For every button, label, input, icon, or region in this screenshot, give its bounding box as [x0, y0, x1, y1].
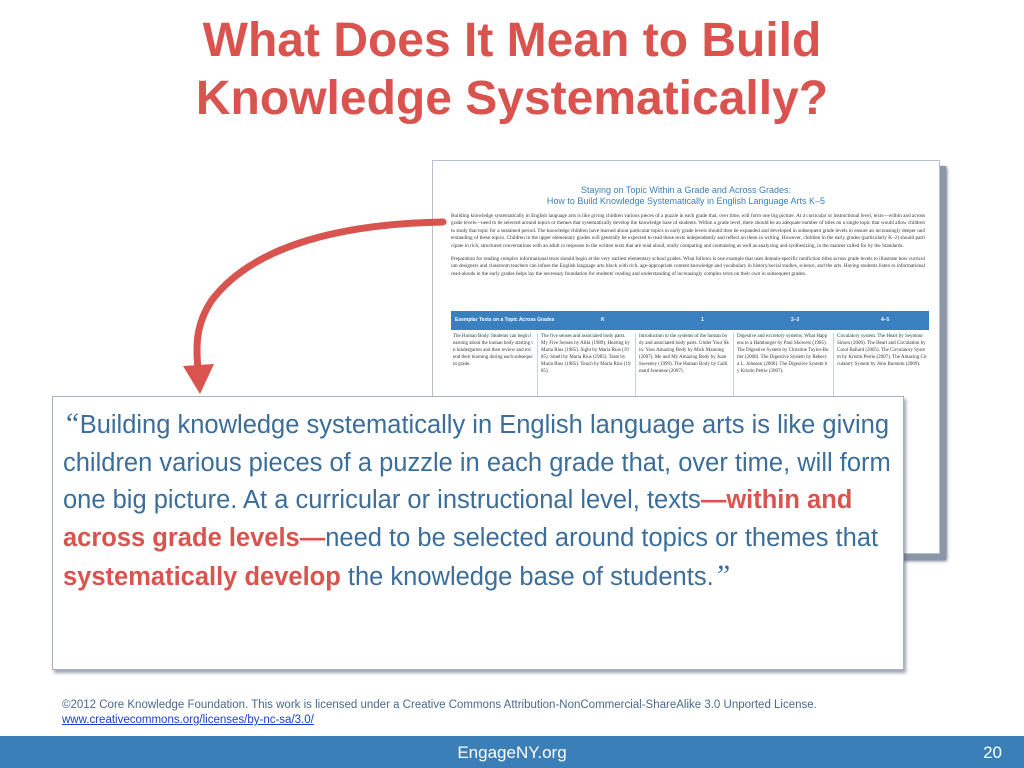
footer-site: EngageNY.org	[457, 743, 567, 762]
license-link[interactable]: www.creativecommons.org/licenses/by-nc-sa/3.0/	[62, 714, 314, 726]
document-table-divider	[635, 333, 636, 403]
document-table-cell: The Human Body. Students can begin learning about the human body starting in kindergarten and then review and extend their learning during each subsequent grade.	[453, 334, 533, 367]
quote-highlight-2: systematically develop	[63, 563, 341, 591]
document-heading	[433, 185, 939, 207]
document-paragraph-2: Preparation for reading complex informational texts should begin at the very earliest elementary school grades. What follows is one example that uses domain-specific nonfiction titles across grade levels to illustrate how curriculum designers and classroom teachers can infuse the English language arts block with rich, age-appropriate content knowledge and vocabulary in history/social studies, science, and the arts. Having students listen to informational read-alouds in the early grades helps lay the necessary foundation for students' reading and understanding of increasingly complex texts on their own in subsequent grades.	[451, 256, 925, 277]
document-table-divider	[733, 333, 734, 403]
slide-title-line-2: Knowledge Systematically?	[195, 72, 829, 125]
quote-text-part-1: Building knowledge systematically in English language arts is like giving children various pieces of a puzzle in each grade that, over time, will form one big picture. At a curricular or instructional level, texts	[63, 411, 891, 514]
slide-title	[0, 12, 1024, 128]
document-table-header-k: K	[601, 317, 605, 323]
document-table-header-4-5: 4–5	[881, 317, 890, 323]
document-table-header-2-3: 2–3	[791, 317, 800, 323]
document-paragraph-1: Building knowledge systematically in English language arts is like giving children various pieces of a puzzle in each grade that, over time, will form one big picture. At a curricular or instructional level, texts—within and across grade levels—need to be selected around topics or themes that systematically develop the knowledge base of students. Within a grade level, there should be an adequate number of titles on a single topic that would allow children to study that topic for a sustained period. The knowledge children have learned about particular topics in early grade levels should then be expanded and developed in subsequent grade levels to ensure an increasingly deeper understanding of these topics. Children in the upper elementary grades will generally be expected to read these texts independently and reflect on them in writing. However, children in the early grades (particularly K–2) should participate in rich, structured conversations with an adult in response to the written texts that are read aloud, orally comparing and contrasting as well as analyzing and synthesizing, in the manner called for by the Standards.	[451, 213, 925, 249]
slide-title-line-1: What Does It Mean to Build	[202, 14, 822, 67]
document-table-header	[451, 311, 929, 330]
document-table-cell: Introduction to the systems of the human body and associated body parts. Under Your Skin: Your Amazing Body by Mick Manning (2007). Me and My Amazing Body by Joan Sweeney (1999). The Human Body by Gallimard Jeunesse (2007).	[639, 334, 729, 374]
quote-text	[63, 405, 895, 597]
document-heading-line-1: Staying on Topic Within a Grade and Across Grades:	[581, 185, 791, 195]
document-table-cell: Digestive and excretory systems. What Happens to a Hamburger by Paul Showers (1985). The Digestive System by Christine Taylor-Butler (2008). The Digestive System by Rebecca L. Johnson (2006). The Digestive System by Kristin Petrie (2007).	[737, 334, 829, 374]
document-table-header-1: 1	[701, 317, 704, 323]
quote-highlight-1: —within and across grade levels—	[63, 486, 853, 552]
document-table-divider	[833, 333, 834, 403]
page-number: 20	[983, 743, 1002, 762]
quote-text-part-2: need to be selected around topics or themes that	[325, 523, 879, 552]
quote-text-part-3: the knowledge base of students.	[340, 563, 714, 591]
footer-bar	[0, 736, 1024, 768]
document-heading-line-2: How to Build Knowledge Systematically in English Language Arts K–5	[546, 196, 826, 206]
open-quote-mark: “	[63, 407, 80, 440]
copyright-notice: ©2012 Core Knowledge Foundation. This work is licensed under a Creative Commons Attribution-NonCommercial-ShareAlike 3.0 Unported License.	[62, 699, 817, 711]
quote-box	[52, 396, 904, 670]
document-table-body	[451, 333, 929, 403]
close-quote-mark: ”	[713, 559, 731, 592]
document-table-header-topic: Exemplar Texts on a Topic Across Grades	[455, 317, 555, 323]
document-table-cell: Circulatory system. The Heart by Seymour Simon (2006). The Heart and Circulation by Carol Ballard (2005). The Circulatory System by Kristin Petrie (2007). The Amazing Circulatory System by John Burstein (2009).	[837, 334, 927, 367]
document-table-cell: The five senses and associated body parts. My Five Senses by Aliki (1989). Hearing by Maria Rius (1985). Sight by Maria Rius (1985). Smell by Maria Rius (1985). Taste by Maria Rius (1985). Touch by Maria Rius (1985).	[541, 334, 631, 374]
document-table-divider	[537, 333, 538, 403]
